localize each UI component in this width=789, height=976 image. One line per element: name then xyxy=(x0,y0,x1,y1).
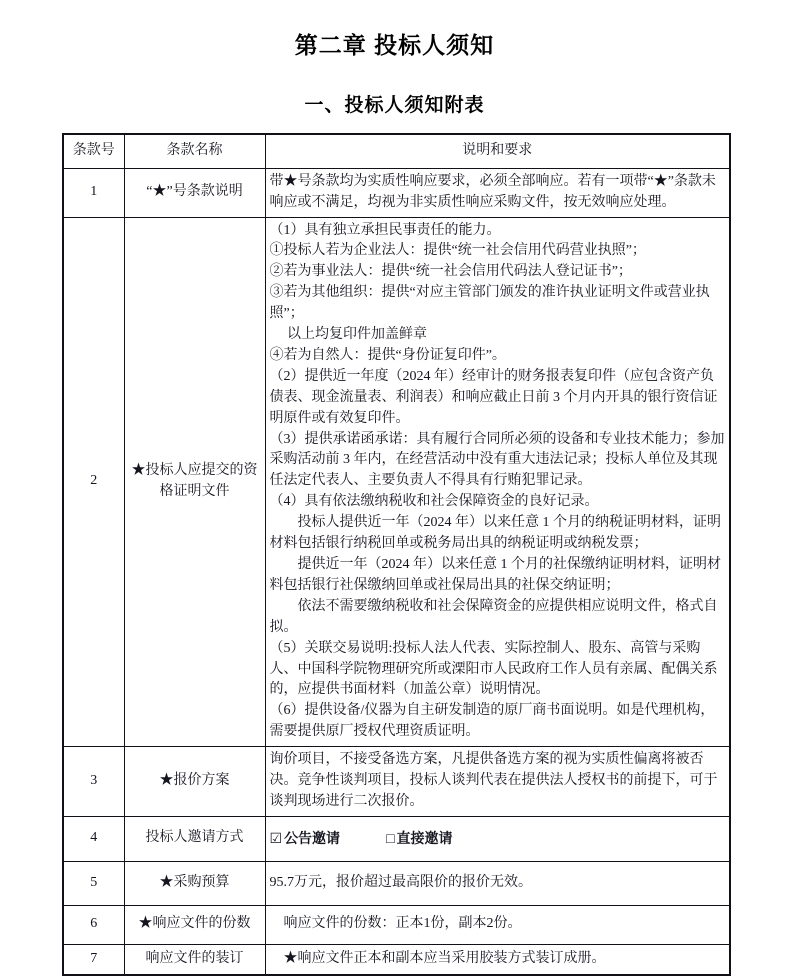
table-row xyxy=(63,217,730,747)
clause-paragraph: （4）具有依法缴纳税收和社会保障资金的良好记录。 xyxy=(269,494,599,510)
clause-name-cell: ★采购预算 xyxy=(124,861,265,905)
column-header-clause-number: 条款号 xyxy=(63,134,124,168)
clause-number-cell: 1 xyxy=(63,168,124,217)
table-row xyxy=(63,944,730,975)
column-header-description: 说明和要求 xyxy=(265,134,730,168)
clause-paragraph: （1）具有独立承担民事责任的能力。 xyxy=(269,222,501,238)
checkbox-unchecked-icon: □ xyxy=(386,830,395,847)
clause-paragraph: ★响应文件正本和副本应当采用胶装方式装订成册。 xyxy=(269,951,606,967)
bidder-notice-table xyxy=(62,133,731,976)
column-header-clause-name: 条款名称 xyxy=(124,134,265,168)
table-row xyxy=(63,905,730,944)
clause-paragraph: （3）提供承诺函承诺：具有履行合同所必须的设备和专业技术能力；参加采购活动前 3 年内，在经营活动中没有重大违法记录；投标人单位及其现任法定代表人、主要负责人不得具有行贿犯罪记录。 xyxy=(269,431,725,489)
clause-number-cell: 7 xyxy=(63,944,124,975)
clause-paragraph: 带★号条款均为实质性响应要求，必须全部响应。若有一项带“★”条款未响应或不满足，均视为非实质性响应采购文件，按无效响应处理。 xyxy=(269,173,716,210)
section-heading: 一、投标人须知附表 xyxy=(304,95,485,116)
clause-number-cell: 2 xyxy=(63,217,124,747)
clause-name-cell: “★”号条款说明 xyxy=(124,168,265,217)
table-row xyxy=(63,168,730,217)
clause-paragraph: 95.7万元，报价超过最高限价的报价无效。 xyxy=(269,874,532,890)
clause-paragraph: 响应文件的份数：正本1份，副本2份。 xyxy=(269,916,522,932)
clause-description-cell xyxy=(265,217,730,747)
clause-paragraph: （5）关联交易说明:投标人法人代表、实际控制人、股东、高管与采购人、中国科学院物理研究所或溧阳市人民政府工作人员有亲属、配偶关系的，应提供书面材料（加盖公章）说明情况。 xyxy=(269,640,718,698)
notice-table-body xyxy=(63,168,730,975)
table-row xyxy=(63,816,730,861)
clause-description-cell xyxy=(265,861,730,905)
clause-paragraph: 投标人提供近一年（2024 年）以来任意 1 个月的纳税证明材料，证明材料包括银行纳税回单或税务局出具的纳税证明或纳税发票； xyxy=(269,515,721,552)
clause-paragraph: ①投标人若为企业法人：提供“统一社会信用代码营业执照”； xyxy=(269,243,646,259)
clause-paragraph: （2）提供近一年度（2024 年）经审计的财务报表复印件（应包含资产负债表、现金流量表、利润表）和响应截止日前 3 个月内开具的银行资信证明原件或有效复印件。 xyxy=(269,368,718,426)
clause-name-cell: 投标人邀请方式 xyxy=(124,816,265,861)
clause-name-cell: ★报价方案 xyxy=(124,747,265,817)
invitation-option-label: 直接邀请 xyxy=(396,830,453,847)
invitation-option xyxy=(270,828,341,849)
clause-paragraph: 以上均复印件加盖鲜章 xyxy=(269,327,427,343)
clause-number-cell: 6 xyxy=(63,905,124,944)
clause-number-cell: 5 xyxy=(63,861,124,905)
clause-paragraph: （6）提供设备/仪器为自主研发制造的原厂商书面说明。如是代理机构，需要提供原厂授权代理资质证明。 xyxy=(269,703,715,740)
clause-paragraph: 询价项目，不接受备选方案，凡提供备选方案的视为实质性偏离将被否决。竞争性谈判项目，投标人谈判代表在提供法人授权书的前提下，可于谈判现场进行二次报价。 xyxy=(269,752,718,809)
clause-description-cell xyxy=(265,944,730,975)
clause-description-cell xyxy=(265,905,730,944)
clause-paragraph: ④若为自然人：提供“身份证复印件”。 xyxy=(269,347,506,363)
invitation-option-label: 公告邀请 xyxy=(284,830,341,847)
clause-name-cell: 响应文件的装订 xyxy=(124,944,265,975)
clause-description-cell xyxy=(265,816,730,861)
invitation-option xyxy=(386,828,452,849)
clause-name-cell: ★响应文件的份数 xyxy=(124,905,265,944)
clause-name-cell: ★投标人应提交的资格证明文件 xyxy=(124,217,265,747)
clause-paragraph: 提供近一年（2024 年）以来任意 1 个月的社保缴纳证明材料，证明材料包括银行社保缴纳回单或社保局出具的社保交纳证明； xyxy=(269,557,721,593)
clause-number-cell: 3 xyxy=(63,747,124,817)
clause-number-cell: 4 xyxy=(63,816,124,861)
table-row xyxy=(63,861,730,905)
clause-description-cell xyxy=(265,168,730,217)
clause-paragraph: ③若为其他组织：提供“对应主管部门颁发的准许执业证明文件或营业执照”； xyxy=(269,285,710,322)
page-title: 第二章 投标人须知 xyxy=(294,32,495,58)
clause-paragraph: 依法不需要缴纳税收和社会保障资金的应提供相应说明文件，格式自拟。 xyxy=(269,598,718,635)
table-row xyxy=(63,747,730,817)
table-header-row xyxy=(63,134,730,168)
checkbox-checked-icon: ☑ xyxy=(269,830,283,847)
clause-description-cell xyxy=(265,747,730,817)
clause-paragraph: ②若为事业法人：提供“统一社会信用代码法人登记证书”； xyxy=(269,264,632,280)
